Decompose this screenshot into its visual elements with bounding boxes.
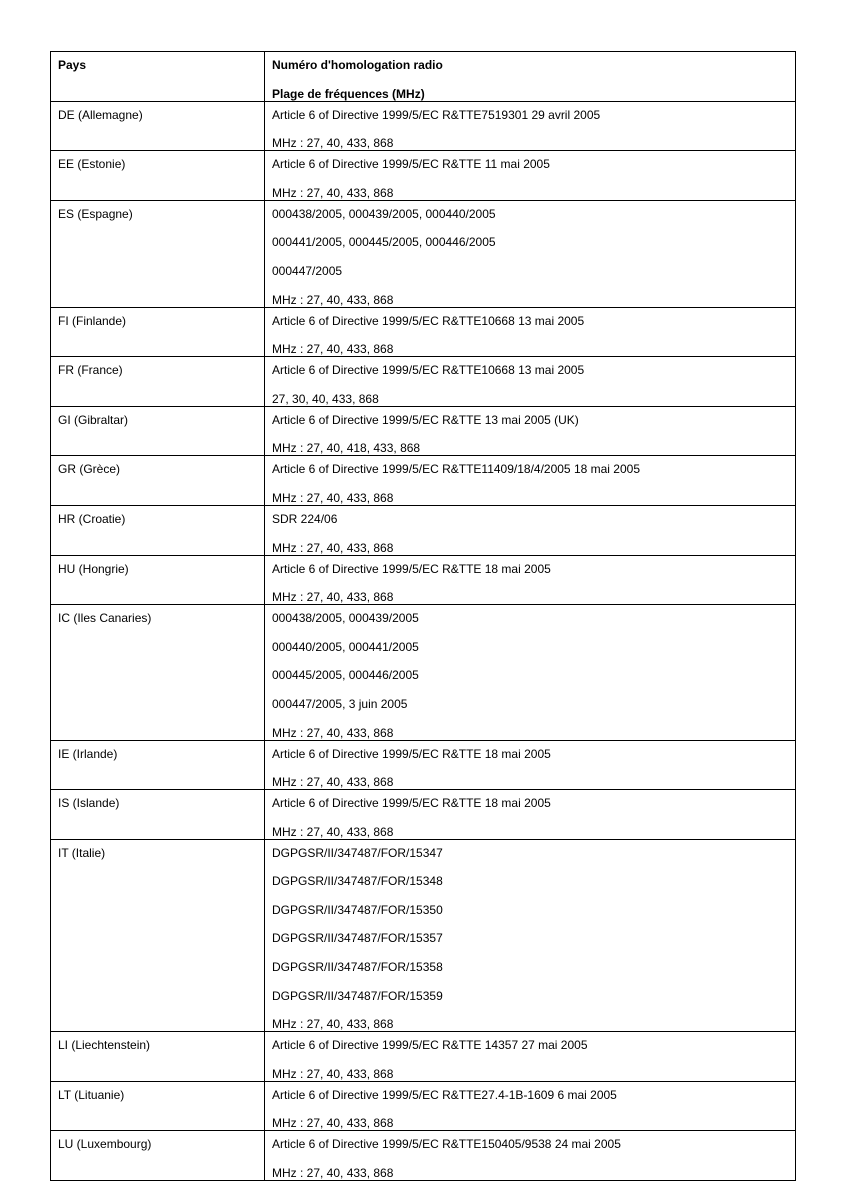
- frequency-line: MHz : 27, 40, 433, 868: [272, 490, 394, 505]
- country-label: EE (Estonie): [58, 157, 126, 172]
- table-row: [51, 740, 796, 790]
- homologation-cell: [265, 1131, 796, 1181]
- country-label: LT (Lituanie): [58, 1087, 125, 1102]
- homologation-cell: [265, 605, 796, 740]
- country-cell: [51, 790, 265, 840]
- homologation-line: DGPGSR/II/347487/FOR/15359: [272, 988, 443, 1003]
- table-row: [51, 307, 796, 357]
- country-cell: [51, 740, 265, 790]
- homologation-line: Article 6 of Directive 1999/5/EC R&TTE150405/9538 24 mai 2005: [272, 1137, 621, 1152]
- frequency-line: MHz : 27, 40, 433, 868: [272, 185, 394, 200]
- homologation-line: 000438/2005, 000439/2005, 000440/2005: [272, 206, 496, 221]
- table-row: [51, 505, 796, 555]
- country-cell: [51, 1032, 265, 1082]
- table-body: [51, 101, 796, 1180]
- homologation-cell: [265, 839, 796, 1032]
- homologation-cell: [265, 505, 796, 555]
- country-cell: [51, 555, 265, 605]
- header-info-line: Plage de fréquences (MHz): [272, 86, 425, 101]
- country-label: DE (Allemagne): [58, 107, 143, 122]
- homologation-cell: [265, 200, 796, 307]
- homologation-cell: [265, 456, 796, 506]
- homologation-line: 000445/2005, 000446/2005: [272, 668, 419, 683]
- table-row: [51, 406, 796, 456]
- homologation-cell: [265, 357, 796, 407]
- frequency-line: MHz : 27, 40, 433, 868: [272, 1116, 394, 1131]
- homologation-line: DGPGSR/II/347487/FOR/15348: [272, 874, 443, 889]
- homologation-line: 000447/2005: [272, 263, 343, 278]
- country-label: IE (Irlande): [58, 746, 118, 761]
- country-label: HU (Hongrie): [58, 561, 129, 576]
- homologation-line: Article 6 of Directive 1999/5/EC R&TTE 14357 27 mai 2005: [272, 1038, 588, 1053]
- document-page: [50, 51, 795, 1181]
- homologation-cell: [265, 740, 796, 790]
- table-row: [51, 101, 796, 151]
- country-label: IS (Islande): [58, 796, 120, 811]
- homologation-cell: [265, 555, 796, 605]
- country-cell: [51, 1131, 265, 1181]
- frequency-line: MHz : 27, 40, 433, 868: [272, 1166, 394, 1181]
- homologation-line: Article 6 of Directive 1999/5/EC R&TTE 18 mai 2005: [272, 561, 551, 576]
- homologation-line: 000440/2005, 000441/2005: [272, 639, 419, 654]
- country-cell: [51, 456, 265, 506]
- table-row: [51, 1131, 796, 1181]
- homologation-line: Article 6 of Directive 1999/5/EC R&TTE27.4-1B-1609 6 mai 2005: [272, 1087, 617, 1102]
- country-cell: [51, 1081, 265, 1131]
- country-cell: [51, 406, 265, 456]
- homologation-table: [50, 51, 796, 1181]
- homologation-cell: [265, 307, 796, 357]
- frequency-line: MHz : 27, 40, 433, 868: [272, 590, 394, 605]
- table-row: [51, 200, 796, 307]
- table-row: [51, 1032, 796, 1082]
- table-row: [51, 357, 796, 407]
- frequency-line: MHz : 27, 40, 433, 868: [272, 725, 394, 740]
- homologation-line: SDR 224/06: [272, 511, 338, 526]
- country-label: IC (Iles Canaries): [58, 611, 152, 626]
- homologation-line: DGPGSR/II/347487/FOR/15358: [272, 960, 443, 975]
- frequency-line: MHz : 27, 40, 433, 868: [272, 1066, 394, 1081]
- country-label: HR (Croatie): [58, 511, 126, 526]
- homologation-line: Article 6 of Directive 1999/5/EC R&TTE10668 13 mai 2005: [272, 313, 585, 328]
- table-row: [51, 456, 796, 506]
- homologation-cell: [265, 790, 796, 840]
- homologation-line: Article 6 of Directive 1999/5/EC R&TTE 18 mai 2005: [272, 746, 551, 761]
- homologation-line: 000447/2005, 3 juin 2005: [272, 696, 408, 711]
- header-info-line: Numéro d'homologation radio: [272, 58, 443, 72]
- homologation-line: Article 6 of Directive 1999/5/EC R&TTE 11 mai 2005: [272, 157, 550, 172]
- frequency-line: MHz : 27, 40, 433, 868: [272, 342, 394, 357]
- header-country-label: Pays: [58, 58, 87, 72]
- country-label: ES (Espagne): [58, 206, 133, 221]
- frequency-line: MHz : 27, 40, 433, 868: [272, 775, 394, 790]
- homologation-line: Article 6 of Directive 1999/5/EC R&TTE11409/18/4/2005 18 mai 2005: [272, 462, 640, 477]
- homologation-line: DGPGSR/II/347487/FOR/15357: [272, 931, 443, 946]
- homologation-line: Article 6 of Directive 1999/5/EC R&TTE10668 13 mai 2005: [272, 363, 585, 378]
- table-row: [51, 605, 796, 740]
- homologation-line: Article 6 of Directive 1999/5/EC R&TTE7519301 29 avril 2005: [272, 107, 601, 122]
- header-country-cell: [51, 52, 265, 102]
- homologation-cell: [265, 1081, 796, 1131]
- country-cell: [51, 151, 265, 201]
- frequency-line: 27, 30, 40, 433, 868: [272, 391, 379, 406]
- country-label: LU (Luxembourg): [58, 1137, 152, 1152]
- homologation-line: DGPGSR/II/347487/FOR/15350: [272, 902, 443, 917]
- table-header-row: [51, 52, 796, 102]
- country-label: FR (France): [58, 363, 123, 378]
- frequency-line: MHz : 27, 40, 433, 868: [272, 1017, 394, 1032]
- homologation-cell: [265, 101, 796, 151]
- country-cell: [51, 605, 265, 740]
- frequency-line: MHz : 27, 40, 433, 868: [272, 292, 394, 307]
- homologation-line: 000441/2005, 000445/2005, 000446/2005: [272, 235, 496, 250]
- country-label: GR (Grèce): [58, 462, 121, 477]
- frequency-line: MHz : 27, 40, 418, 433, 868: [272, 441, 421, 456]
- country-cell: [51, 200, 265, 307]
- country-cell: [51, 505, 265, 555]
- homologation-cell: [265, 406, 796, 456]
- country-label: LI (Liechtenstein): [58, 1038, 151, 1053]
- table-row: [51, 839, 796, 1032]
- homologation-line: Article 6 of Directive 1999/5/EC R&TTE 18 mai 2005: [272, 796, 551, 811]
- table-row: [51, 151, 796, 201]
- homologation-line: Article 6 of Directive 1999/5/EC R&TTE 13 mai 2005 (UK): [272, 412, 579, 427]
- table-row: [51, 1081, 796, 1131]
- table-row: [51, 555, 796, 605]
- table-row: [51, 790, 796, 840]
- country-cell: [51, 357, 265, 407]
- country-label: FI (Finlande): [58, 313, 127, 328]
- country-label: GI (Gibraltar): [58, 412, 129, 427]
- country-cell: [51, 839, 265, 1032]
- country-cell: [51, 307, 265, 357]
- homologation-cell: [265, 1032, 796, 1082]
- frequency-line: MHz : 27, 40, 433, 868: [272, 824, 394, 839]
- homologation-line: 000438/2005, 000439/2005: [272, 611, 419, 626]
- homologation-cell: [265, 151, 796, 201]
- frequency-line: MHz : 27, 40, 433, 868: [272, 136, 394, 151]
- country-label: IT (Italie): [58, 845, 106, 860]
- country-cell: [51, 101, 265, 151]
- homologation-line: DGPGSR/II/347487/FOR/15347: [272, 845, 443, 860]
- frequency-line: MHz : 27, 40, 433, 868: [272, 540, 394, 555]
- header-info-cell: [265, 52, 796, 102]
